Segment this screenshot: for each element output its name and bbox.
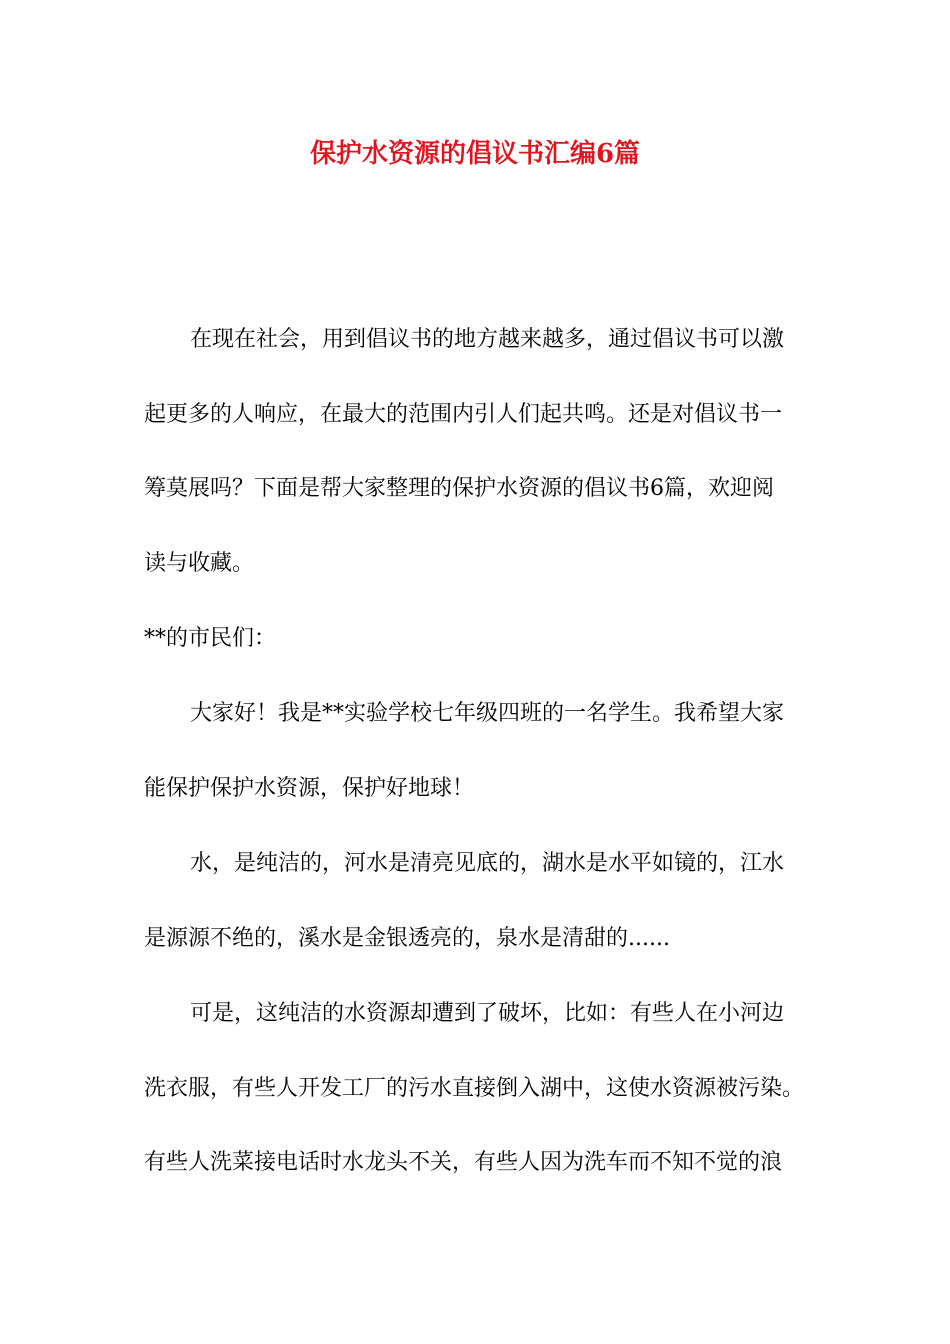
paragraph-line: 读与收藏。 — [144, 551, 255, 576]
paragraph-line: 大家好！我是**实验学校七年级四班的一名学生。我希望大家 — [190, 701, 785, 726]
paragraph-line: 能保护保护水资源，保护好地球！ — [144, 776, 475, 801]
document-title: 保护水资源的倡议书汇编6篇 — [309, 139, 641, 169]
paragraph-line: 有些人洗菜接电话时水龙头不关，有些人因为洗车而不知不觉的浪 — [144, 1150, 783, 1175]
paragraph-line: 可是，这纯洁的水资源却遭到了破坏，比如：有些人在小河边 — [190, 1001, 785, 1026]
paragraph-line: 在现在社会，用到倡议书的地方越来越多，通过倡议书可以激 — [190, 327, 785, 352]
paragraph-line: 水，是纯洁的，河水是清亮见底的，湖水是水平如镜的，江水 — [190, 851, 785, 876]
paragraph-line: 起更多的人响应，在最大的范围内引人们起共鸣。还是对倡议书一 — [144, 402, 783, 427]
salutation-line: **的市民们： — [144, 626, 277, 651]
paragraph-line: 洗衣服，有些人开发工厂的污水直接倒入湖中，这使水资源被污染。 — [144, 1076, 805, 1101]
paragraph-line: 筹莫展吗？下面是帮大家整理的保护水资源的倡议书6篇，欢迎阅 — [144, 476, 774, 501]
paragraph-line: 是源源不绝的，溪水是金银透亮的，泉水是清甜的...... — [144, 926, 670, 951]
